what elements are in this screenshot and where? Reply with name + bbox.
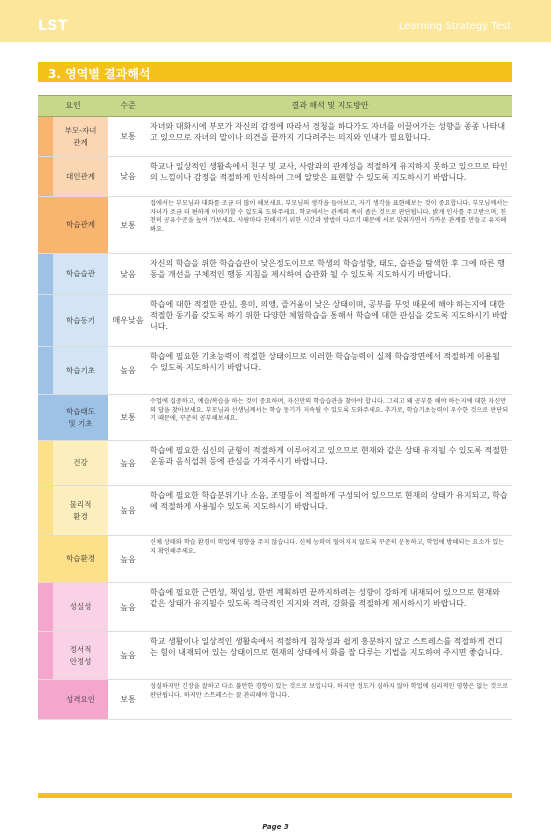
row-description: 자신의 학습을 위한 학습습관이 낮은정도이므로 학생의 학습성향, 태도, 습관을 탐색한 후 그에 따른 행동을 개선을 구체적인 행동 지침을 제시하여 습관화 될 수 있도록 지도하시기 바랍니다.: [150, 259, 505, 279]
group-stripe: [38, 536, 53, 582]
group-stripe: [38, 197, 53, 253]
group-stripe: [38, 632, 53, 679]
row-level: 보통: [120, 695, 136, 704]
row-description: 학습에 대한 적절한 관심, 흥미, 의앵, 즐거움이 낮은 상태이며, 공부를 무엇 때문에 해야 하는지에 대한 적절한 동기를 갖도록 하기 위한 다양한 체험학습을 통해서 학습에 대한 관심을 갖도록 지도하시기 바랍니다.: [150, 300, 508, 331]
row-level: 높음: [120, 506, 136, 515]
table-row: [38, 680, 512, 720]
row-category: 건강: [53, 441, 108, 485]
table-row: [38, 395, 512, 441]
table-row: [38, 441, 512, 486]
row-category: 학습동기: [53, 295, 108, 346]
group-stripe: [38, 441, 53, 485]
row-category: 부모-자녀 관계: [53, 117, 108, 156]
row-level: 높음: [120, 458, 136, 468]
group-stripe: [38, 347, 53, 394]
row-category: 학습태도 및 기초: [53, 395, 108, 440]
brand-logo: LST: [38, 18, 69, 34]
row-description: 학습에 필요한 근면성, 책임성, 한번 계획하면 끝까지하려는 성향이 강하게 내재되어 있으므로 현재와 같은 상태가 유지될수 있도록 적극적인 지지와 격려, 강화를 적절하게 제시하시기 바랍니다.: [150, 588, 500, 608]
row-category: 정서적 안정성: [53, 632, 108, 679]
row-description: 학교나 일상적인 생활속에서 친구 및 교사, 사람과의 관계성을 적절하게 유지하지 못하고 있으므로 타인의 느낌이나 감정을 적절하게 인식하여 그에 알맞은 표현할 수 있도록 지도하시기 바랍니다.: [150, 162, 508, 182]
row-description: 학습에 필요한 학습분위기나 소음, 조명등이 적절하게 구성되어 있으므로 현재의 상태가 유지되고, 학습에 적절하게 사용될수 있도록 지도하시기 바랍니다.: [150, 491, 508, 511]
group-stripe: [38, 254, 53, 294]
group-stripe: [38, 295, 53, 346]
group-stripe: [38, 486, 53, 535]
section-title-bar: [38, 62, 512, 82]
row-category: 성격요인: [53, 680, 108, 719]
table-row: [38, 583, 512, 632]
product-title: Learning Strategy Test: [398, 21, 511, 32]
row-description: 학교 생활이나 일상적인 생활속에서 적절하게 침착성과 쉽게 흥분하지 않고 스트레스를 적절하게 견디는 힘이 내재되어 있는 상태이므로 현재의 상태에서 화를 잘 다루는 기법을 지도하여 주시면 좋습니다.: [150, 637, 503, 657]
section-title: 3. 영역별 결과해석: [48, 67, 151, 81]
column-header-category: 요인: [65, 101, 81, 110]
table-row: [38, 486, 512, 536]
row-category: 학습기초: [53, 347, 108, 394]
row-level: 높음: [120, 602, 136, 612]
group-stripe: [38, 157, 53, 196]
row-category: 성실성: [53, 583, 108, 631]
row-description: 신체 상태와 학습 환경이 학업에 영향을 주지 않습니다. 신체 능력이 떨어지지 않도록 꾸준히 운동하고, 학업에 방해되는 요소가 있는지 확인해주세요.: [150, 539, 505, 555]
row-level: 낮음: [120, 269, 136, 279]
table-row: [38, 197, 512, 254]
row-level: 매우낮음: [112, 316, 144, 325]
row-level: 보통: [120, 220, 136, 230]
page-number: Page 3: [262, 823, 289, 831]
row-level: 높음: [120, 651, 136, 660]
row-description: 학습에 필요한 심신의 균형이 적절하게 이루어지고 있으므로 현재와 같은 상태 유지될 수 있도록 적절한 운동과 음식섭취 등에 관심을 가져주시기 바랍니다.: [150, 446, 508, 466]
row-level: 낮음: [120, 172, 136, 181]
table-row: [38, 295, 512, 347]
row-level: 높음: [120, 554, 136, 564]
row-description: 학습에 필요한 기초능력이 적절한 상태이므로 이러한 학습능력이 실제 학습장면에서 적절하게 이용될 수 있도록 지도하시기 바랍니다.: [150, 352, 501, 372]
group-stripe: [38, 395, 53, 440]
row-category: 학습습관: [53, 254, 108, 294]
footer-bar: [38, 793, 512, 798]
column-header-description: 결과 해석 및 지도방안: [291, 101, 369, 110]
row-category: 학습환경: [53, 536, 108, 582]
row-description: 자녀와 대화시에 부모가 자신의 감정에 따라서 경청을 하다가도 자녀를 이끌어가는 성향을 종종 나타내고 있으므로 자녀의 말이나 의견을 끝까지 기다려주는 의지와 인내가 필요합니다.: [150, 122, 506, 142]
row-description: 집에서는 부모님과 대화를 조금 더 많이 해보세요. 부모님의 생각을 들어보고, 자기 생각을 표현해보는 것이 중요합니다. 부모님께서는 자녀가 조금 더 편하게 이야기할 수 있도록 도와주세요. 학교에서는 관계의 폭이 좁은 것으로 판단됩니다. 밝게 인사를 주고받으며, 친천히 공유수준을 높여 가보세요. 사람마다 친해지기 위한 시간과 방법이 다르기 때문에 서로 맞춰가면서 가까운 관계를 만들고 유지해봐요.: [150, 200, 509, 233]
row-category: 물리적 환경: [53, 486, 108, 535]
table-row: [38, 347, 512, 395]
group-stripe: [38, 680, 53, 719]
row-description: 수업에 집중하고, 예습/복습을 하는 것이 중요하며, 자신만의 학습습관을 찾아야 합니다. 그리고 왜 공부를 해야 하는지에 대한 자신만의 답을 찾아보세요. 부모님과 선생님께서는 학습 동기가 지속될 수 있도록 도와주세요. 추가로, 학습기초능력이 우수한 것으로 판단되기 때문에, 꾸준히 공부해보세요.: [150, 398, 509, 422]
table-row: [38, 157, 512, 197]
row-level: 보통: [120, 132, 136, 141]
table-header: [38, 95, 512, 117]
group-stripe: [38, 117, 53, 156]
column-header-level: 수준: [120, 101, 136, 110]
row-level: 높음: [120, 366, 136, 375]
table-row: [38, 117, 512, 157]
table-row: [38, 632, 512, 680]
table-row: [38, 536, 512, 583]
row-description: 성실하지만 긴장을 잘하고 다소 불안한 경향이 있는 것으로 보입니다. 하지만 정도가 심하지 않아 학업에 심리적인 영향은 없는 것으로 판단됩니다. 하지만 스트레스는 잘 관리해야 합니다.: [150, 683, 509, 699]
table-body: [38, 117, 512, 720]
group-stripe: [38, 583, 53, 631]
row-category: 대인관계: [53, 157, 108, 196]
row-level: 보통: [120, 413, 136, 422]
result-table: [38, 95, 512, 720]
row-category: 학습관계: [53, 197, 108, 253]
page-header: [0, 0, 551, 42]
table-row: [38, 254, 512, 295]
